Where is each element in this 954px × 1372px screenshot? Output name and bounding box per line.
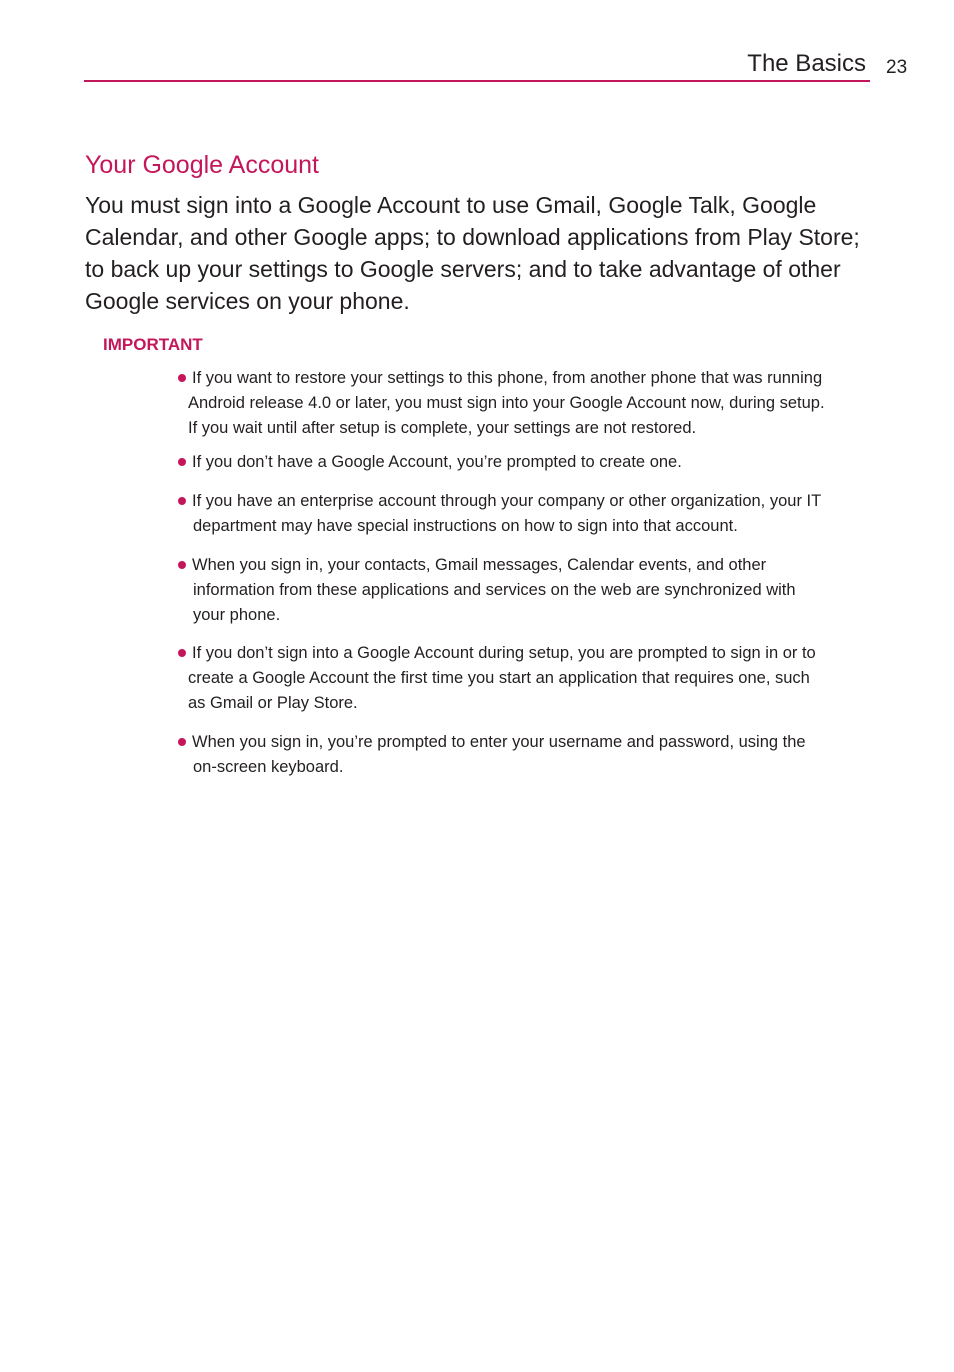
section-title: Your Google Account	[85, 151, 319, 179]
list-item	[178, 366, 878, 441]
list-item-text: When you sign in, your contacts, Gmail messages, Calendar events, and other	[192, 556, 767, 574]
list-item	[178, 730, 878, 780]
list-item-text: If you don’t have a Google Account, you’re prompted to create one.	[192, 453, 682, 471]
list-item	[178, 489, 878, 539]
list-item-text: information from these applications and services on the web are synchronized with	[193, 581, 796, 599]
bullet-dot-icon	[178, 497, 186, 505]
list-item-text: When you sign in, you’re prompted to enter your username and password, using the	[192, 733, 806, 751]
bullet-dot-icon	[178, 649, 186, 657]
list-item-text: If you have an enterprise account through your company or other organization, your IT	[192, 492, 822, 510]
list-item-text: Android release 4.0 or later, you must sign into your Google Account now, during setup.	[188, 394, 825, 412]
bullet-dot-icon	[178, 561, 186, 569]
list-item	[178, 450, 878, 475]
list-item-text: create a Google Account the first time you start an application that requires one, such	[188, 669, 810, 687]
bullet-dot-icon	[178, 738, 186, 746]
list-item	[178, 641, 878, 716]
bullet-dot-icon	[178, 374, 186, 382]
intro-paragraph: You must sign into a Google Account to use Gmail, Google Talk, Google Calendar, and other Google apps; to download applications from Play Store; to back up your settings to Google servers; and to take advantage of other Google services on your phone.	[85, 192, 860, 314]
list-item-text: on-screen keyboard.	[193, 758, 344, 776]
list-item-text: If you want to restore your settings to this phone, from another phone that was running	[192, 369, 823, 387]
list-item-text: If you wait until after setup is complete, your settings are not restored.	[188, 419, 697, 437]
list-item-text: your phone.	[193, 606, 281, 624]
list-item-text: If you don’t sign into a Google Account during setup, you are prompted to sign in or to	[192, 644, 816, 662]
page-number: 23	[886, 57, 908, 78]
chapter-title: The Basics	[747, 50, 866, 77]
list-item-text: as Gmail or Play Store.	[188, 694, 358, 712]
header-divider	[84, 80, 870, 82]
list-item-text: department may have special instructions on how to sign into that account.	[193, 517, 738, 535]
list-item	[178, 553, 878, 628]
important-label: IMPORTANT	[103, 335, 203, 354]
bullet-dot-icon	[178, 458, 186, 466]
